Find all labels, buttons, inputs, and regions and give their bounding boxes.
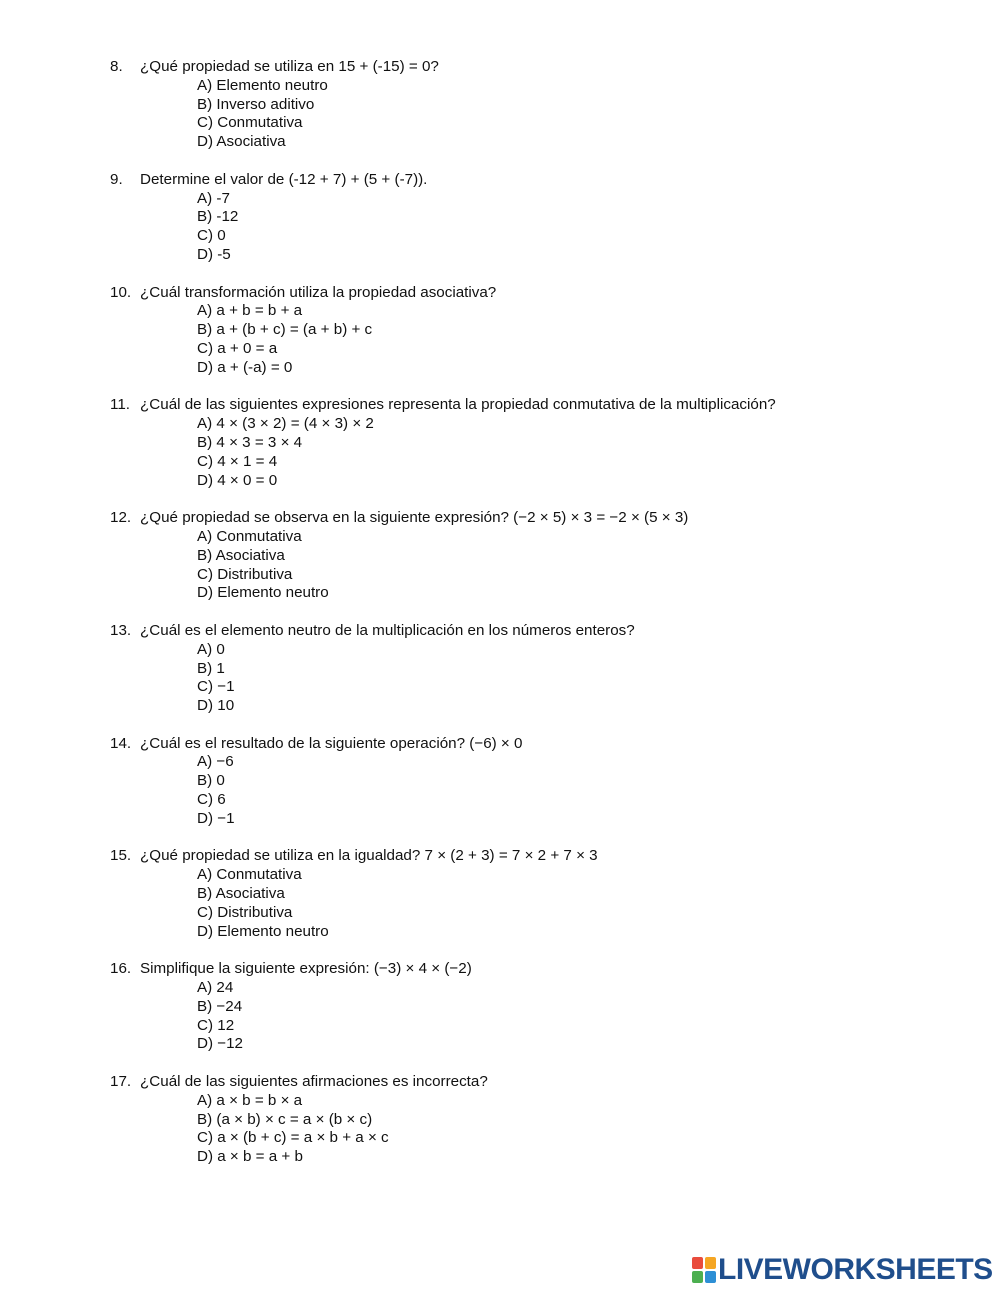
answer-option: C) 4 × 1 = 4	[197, 452, 278, 470]
question-text: ¿Qué propiedad se utiliza en 15 + (-15) = 0?	[140, 58, 439, 75]
answer-option: B) 0	[197, 772, 225, 790]
question-14	[0, 735, 1000, 829]
question-text: ¿Cuál de las siguientes expresiones representa la propiedad conmutativa de la multiplicación?	[140, 396, 776, 414]
answer-option: B) (a × b) × c = a × (b × c)	[197, 1110, 373, 1128]
answer-option: C) Distributiva	[197, 565, 293, 583]
answer-option: A) −6	[197, 753, 234, 771]
answer-option: D) 10	[197, 697, 235, 715]
answer-option: D) −12	[197, 1035, 244, 1053]
answer-option: A) -7	[197, 189, 230, 207]
answer-option: B) −24	[197, 997, 243, 1015]
answer-option: C) Conmutativa	[197, 114, 303, 132]
question-number: 16.	[110, 960, 132, 978]
liveworksheets-logo	[692, 1254, 993, 1286]
question-text: ¿Qué propiedad se utiliza en la igualdad? 7 × (2 + 3) = 7 × 2 + 7 × 3	[140, 847, 598, 865]
question-text: ¿Cuál es el resultado de la siguiente operación? (−6) × 0	[140, 734, 523, 752]
question-17	[0, 1073, 1000, 1167]
liveworksheets-logo-icon	[692, 1257, 716, 1283]
question-text: ¿Qué propiedad se observa en la siguiente expresión? (−2 × 5) × 3 = −2 × (5 × 3)	[140, 509, 689, 527]
answer-option: A) 0	[197, 640, 225, 658]
question-number: 14.	[110, 734, 132, 752]
answer-option: A) Conmutativa	[197, 527, 302, 545]
question-16	[0, 960, 1000, 1054]
question-text: Determine el valor de (-12 + 7) + (5 + (-7)).	[140, 170, 428, 188]
question-prompt	[0, 284, 1000, 303]
question-prompt	[0, 847, 1000, 866]
question-prompt	[0, 58, 1000, 77]
question-prompt	[0, 622, 1000, 641]
question-list	[0, 58, 1000, 1186]
answer-option: D) -5	[197, 245, 231, 263]
answer-option: B) a + (b + c) = (a + b) + c	[197, 321, 373, 339]
answer-option: D) 4 × 0 = 0	[197, 471, 278, 489]
answer-option: C) 12	[197, 1016, 235, 1034]
question-12	[0, 509, 1000, 603]
question-prompt	[0, 1073, 1000, 1092]
question-number: 17.	[110, 1073, 132, 1091]
answer-option: B) 4 × 3 = 3 × 4	[197, 433, 303, 451]
answer-option: D) −1	[197, 809, 235, 827]
question-number: 15.	[110, 847, 132, 865]
answer-option: B) Inverso aditivo	[197, 95, 315, 113]
answer-option: C) a × (b + c) = a × b + a × c	[197, 1129, 389, 1147]
answer-option: A) a + b = b + a	[197, 302, 303, 320]
question-number: 10.	[110, 283, 132, 301]
question-prompt	[0, 171, 1000, 190]
question-8	[0, 58, 1000, 152]
question-prompt	[0, 960, 1000, 979]
answer-option: C) 0	[197, 227, 226, 245]
answer-option: C) a + 0 = a	[197, 339, 278, 357]
question-prompt	[0, 509, 1000, 528]
answer-option: D) Elemento neutro	[197, 584, 329, 602]
answer-option: C) Distributiva	[197, 903, 293, 921]
answer-option: A) 24	[197, 979, 234, 997]
answer-option: A) 4 × (3 × 2) = (4 × 3) × 2	[197, 415, 374, 433]
answer-option: D) a + (-a) = 0	[197, 358, 293, 376]
question-number: 12.	[110, 509, 132, 527]
question-number: 8.	[110, 58, 123, 75]
question-number: 13.	[110, 621, 132, 639]
answer-option: B) -12	[197, 208, 239, 226]
question-15	[0, 847, 1000, 941]
question-11	[0, 396, 1000, 490]
question-13	[0, 622, 1000, 716]
answer-option: B) Asociativa	[197, 546, 285, 564]
question-text: ¿Cuál transformación utiliza la propiedad asociativa?	[140, 283, 497, 301]
logo-text: LIVEWORKSHEETS	[718, 1253, 993, 1286]
question-text: ¿Cuál de las siguientes afirmaciones es incorrecta?	[140, 1073, 488, 1091]
question-text: ¿Cuál es el elemento neutro de la multiplicación en los números enteros?	[140, 621, 635, 639]
question-prompt	[0, 396, 1000, 415]
answer-option: C) −1	[197, 678, 235, 696]
answer-option: D) a × b = a + b	[197, 1148, 303, 1166]
question-9	[0, 171, 1000, 265]
answer-option: C) 6	[197, 791, 226, 809]
answer-option: A) Elemento neutro	[197, 76, 328, 94]
answer-option: B) 1	[197, 659, 225, 677]
question-prompt	[0, 735, 1000, 754]
question-number: 11.	[110, 396, 130, 414]
question-10	[0, 284, 1000, 378]
answer-option: A) a × b = b × a	[197, 1091, 303, 1109]
question-number: 9.	[110, 170, 123, 188]
answer-option: D) Elemento neutro	[197, 922, 329, 940]
answer-option: A) Conmutativa	[197, 866, 302, 884]
question-text: Simplifique la siguiente expresión: (−3) × 4 × (−2)	[140, 960, 472, 978]
answer-option: D) Asociativa	[197, 133, 286, 151]
answer-option: B) Asociativa	[197, 885, 285, 903]
